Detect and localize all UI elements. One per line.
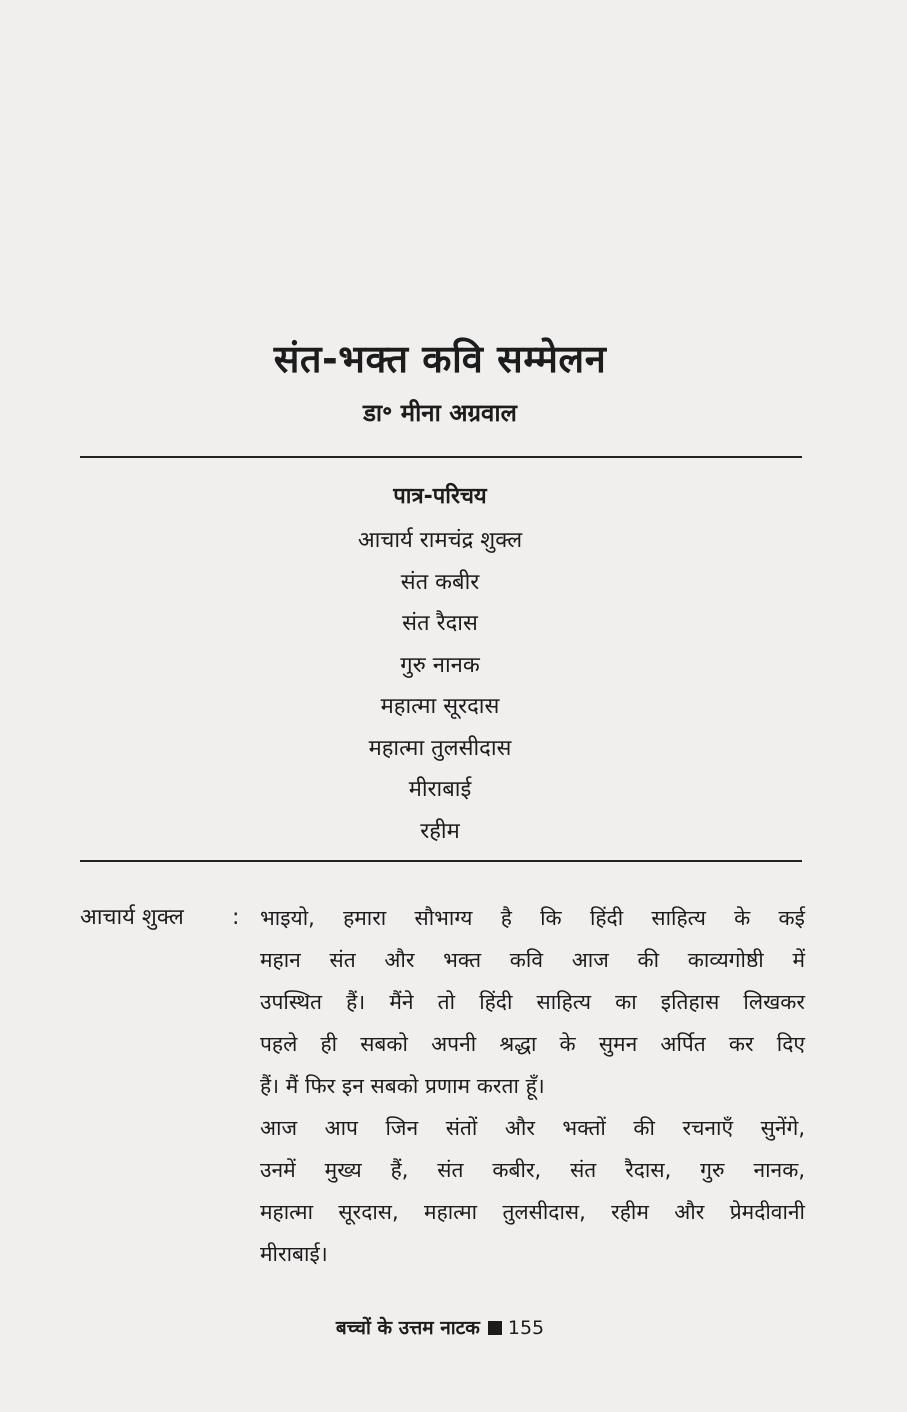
dialogue-line: मीराबाई। — [260, 1242, 328, 1266]
speaker-name: आचार्य शुक्ल — [80, 905, 184, 930]
bottom-divider — [80, 860, 802, 862]
dialogue-line: आज आप जिन संतों और भक्तों की रचनाएँ सुनेंगे, — [260, 1116, 805, 1140]
cast-member: संत कबीर — [400, 569, 480, 595]
cast-heading: पात्र-परिचय — [393, 484, 487, 509]
cast-member: मीराबाई — [408, 777, 472, 802]
cast-list — [0, 520, 880, 852]
cast-member: गुरु नानक — [400, 652, 480, 678]
play-author: डा॰ मीना अग्रवाल — [363, 399, 517, 427]
dialogue-line: उपस्थित हैं। मैंने तो हिंदी साहित्य का इतिहास लिखकर — [260, 990, 805, 1014]
page-number: 155 — [507, 1317, 545, 1339]
speaker-separator: : — [232, 905, 240, 930]
dialogue-line: पहले ही सबको अपनी श्रद्धा के सुमन अर्पित कर दिए — [260, 1032, 805, 1056]
top-divider — [80, 456, 802, 458]
dialogue-text — [260, 897, 805, 1275]
cast-member: रहीम — [420, 818, 460, 844]
cast-member: संत रैदास — [402, 611, 478, 636]
play-title: संत-भक्त कवि सम्मेलन — [273, 337, 607, 381]
page-footer — [0, 1314, 880, 1340]
dialogue-line: हैं। मैं फिर इन सबको प्रणाम करता हूँ। — [260, 1074, 545, 1098]
cast-member: महात्मा तुलसीदास — [368, 735, 512, 761]
cast-member: आचार्य रामचंद्र शुक्ल — [357, 528, 523, 553]
dialogue-line: महात्मा सूरदास, महात्मा तुलसीदास, रहीम और प्रेमदीवानी — [260, 1200, 805, 1224]
cast-member: महात्मा सूरदास — [380, 694, 500, 719]
square-bullet-icon — [488, 1321, 502, 1335]
footer-book-title: बच्चों के उत्तम नाटक — [335, 1317, 480, 1339]
dialogue-line: महान संत और भक्त कवि आज की काव्यगोष्ठी में — [260, 948, 805, 972]
dialogue-line: भाइयो, हमारा सौभाग्य है कि हिंदी साहित्य के कई — [260, 906, 805, 930]
dialogue-line: उनमें मुख्य हैं, संत कबीर, संत रैदास, गुरु नानक, — [260, 1158, 805, 1182]
